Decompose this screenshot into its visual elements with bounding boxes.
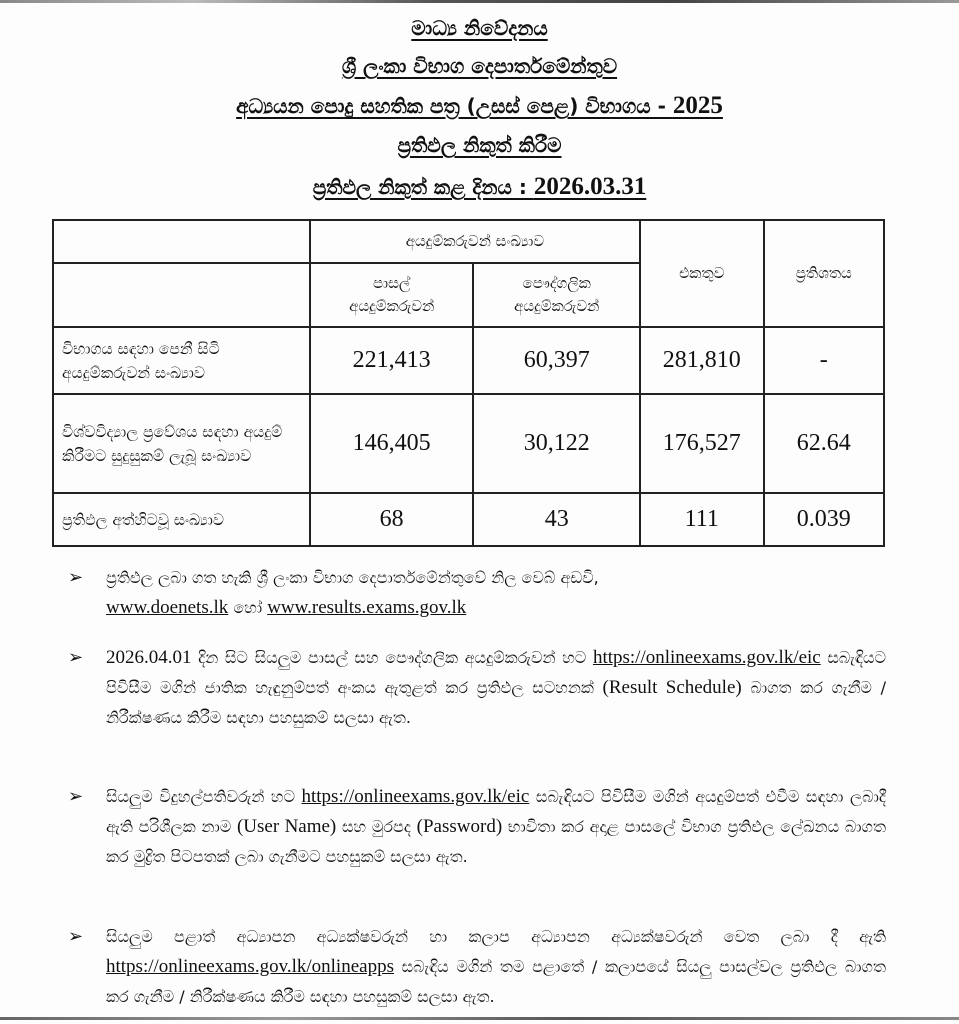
row-label-text: විභාගය සඳහා පෙනී සිටි අයදුම්කරුවන් සංඛ්‍යාව [62,339,220,382]
bullet-sentence: සහ මුරපද [336,817,417,836]
school-value: 146,405 [310,394,474,493]
arrowhead-bullet-icon: ➢ [68,567,84,588]
scan-bottom-edge [0,1017,959,1020]
total-value: 111 [640,493,764,546]
school-value: 221,413 [310,327,474,394]
results-exams-link[interactable]: www.results.exams.gov.lk [267,597,467,618]
notice-type-heading: මාධ්‍ය නිවේදනය [411,16,548,40]
row-label-text: විශ්වවිද්‍යාල ප්‍රවේශය සඳහා අයදුම් කිරීමට සුදුසුකම් ලැබූ සංඛ්‍යාව [62,422,283,465]
bullet-item-principals [68,782,886,872]
bullet-item-directors [68,922,886,1012]
scan-top-edge [0,0,959,3]
eic-link[interactable]: https://onlineexams.gov.lk/eic [592,647,821,668]
exam-heading [0,92,959,120]
empty-header-cell [53,220,310,263]
school-applicants-label: පාසල් අයදුම්කරුවන් [349,274,435,315]
private-applicants-header [473,263,640,327]
private-applicants-label: පෞද්ගලික අයදුම්කරුවන් [514,274,600,315]
table-row [53,394,884,493]
school-applicants-header [310,263,474,327]
bullet-sentence: දින සිට සියලුම පාසල් සහ පෞද්ගලික අයදුම්කරුවන් හට [191,648,593,667]
results-table [52,219,885,547]
department-heading: ශ්‍රී ලංකා විභාග දෙපාර්තමේන්තුව [341,54,618,78]
release-date-label: ප්‍රතිඵල නිකුත් කළ දිනය : [312,175,534,199]
exam-year: 2025 [672,92,723,119]
empty-header-cell-2 [53,263,310,327]
table-row [53,493,884,546]
total-value: 176,527 [640,394,764,493]
start-date: 2026.04.01 [106,647,192,668]
row-label [53,394,310,493]
bullet-sentence: සබැඳිය මගින් තම පළාතේ / කලාපයේ සියලු පාසල්වල ප්‍රතිඵල බාගත කර ගැනීම / නිරීක්ෂණය කිරීම සඳහා පහසුකම් සලසා ඇත. [106,957,886,1006]
total-header: එකතුව [640,220,764,327]
bullet-text [106,782,886,872]
bullet-sentence: භාවිතා කර අදාළ පාසලේ විභාග ප්‍රතිඵල ලේඛනය බාගත කර මුද්‍රිත පිටපතක් ලබා ගැනීමට පහසුකම් සලසා ඇත. [106,817,886,866]
doenets-link[interactable]: www.doenets.lk [106,597,229,618]
arrowhead-bullet-icon: ➢ [68,786,84,807]
bullet-sentence: බාගත කර ගැනීම / නිරීක්ෂණය කිරීම සඳහා පහසුකම් සලසා ඇත. [106,678,886,727]
bullet-connector: හෝ [228,598,268,617]
bullet-sentence: ප්‍රතිඵල ලබා ගත හැකි ශ්‍රී ලංකා විභාග දෙපාර්තමේන්තුවේ නිල වෙබ් අඩවි, [106,568,599,587]
bullet-text [106,643,886,733]
percent-value: 0.039 [764,493,884,546]
result-schedule-term: (Result Schedule) [602,677,742,698]
bullet-sentence: සබැඳියට පිවිසීම මගින් ජාතික හැඳුනුම්පත් අංකය ඇතුළත් කර ප්‍රතිඵල සටහනක් [106,648,886,697]
exam-heading-text: අධ්‍යයන පොදු සහතික පත්‍ර (උසස් පෙළ) විභාගය - [236,94,673,118]
bullet-sentence: සියලුම විදුහල්පතිවරුන් හට [106,787,302,806]
eic-link[interactable]: https://onlineexams.gov.lk/eic [301,786,530,807]
bullet-item-result-schedule [68,643,886,733]
release-date-heading [0,173,959,201]
bullet-sentence: සබැඳියට පිවිසීම මගින් අයදුම්පත් එවීම සඳහා ලබාදී ඇති පරිශීලක නාම [106,787,886,836]
private-value: 43 [473,493,640,546]
arrowhead-bullet-icon: ➢ [68,647,84,668]
onlineapps-link[interactable]: https://onlineexams.gov.lk/onlineapps [106,956,394,977]
row-label [53,327,310,394]
percent-value: - [764,327,884,394]
bullet-item-websites [68,563,886,623]
arrowhead-bullet-icon: ➢ [68,926,84,947]
table-header-row-1 [53,220,884,263]
bullet-sentence: සියලුම පළාත් අධ්‍යාපන අධ්‍යක්ෂවරුන් හා කලාප අධ්‍යාපන අධ්‍යක්ෂවරුන් වෙත ලබා දී ඇති [106,927,886,946]
release-date: 2026.03.31 [533,173,647,200]
private-value: 30,122 [473,394,640,493]
password-term: (Password) [416,816,503,837]
table-row [53,327,884,394]
bullet-text [106,922,886,1012]
total-value: 281,810 [640,327,764,394]
percent-value: 62.64 [764,394,884,493]
user-name-term: (User Name) [236,816,337,837]
percent-header: ප්‍රතිශතය [764,220,884,327]
bullet-text [106,563,886,623]
release-heading: ප්‍රතිඵල නිකුත් කිරීම [397,133,562,157]
private-value: 60,397 [473,327,640,394]
row-label: ප්‍රතිඵල අත්හිටවූ සංඛ්‍යාව [53,493,310,546]
school-value: 68 [310,493,474,546]
applicants-count-header: අයදුම්කරුවන් සංඛ්‍යාව [310,220,640,263]
